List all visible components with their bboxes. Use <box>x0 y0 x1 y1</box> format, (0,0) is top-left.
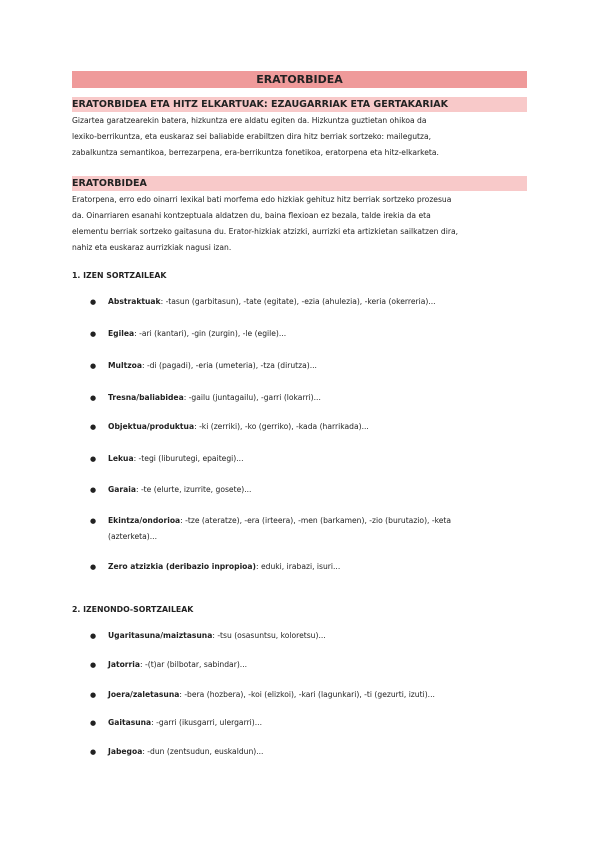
subheading-izenondo-sortzaileak: 2. IZENONDO-SORTZAILEAK <box>72 605 194 614</box>
list-item <box>90 744 510 760</box>
section-paragraph-eratorbidea <box>72 192 527 256</box>
paragraph-line: lexiko-berrikuntza, eta euskaraz sei baliabide erabiltzen dira hitz berriak sortzeko: mailegutza, <box>72 132 432 141</box>
item-text: : -ki (zerriki), -ko (gerriko), -kada (harrikada)... <box>194 422 369 431</box>
bullet-icon: ● <box>90 517 97 525</box>
item-label: Multzoa <box>108 361 142 370</box>
item-label: Ugaritasuna/maiztasuna <box>108 631 213 640</box>
list-item <box>90 390 510 406</box>
paragraph-line: zabalkuntza semantikoa, berrezarpena, era-berrikuntza fonetikoa, eratorpena eta hitz-elkarketa. <box>72 148 439 157</box>
item-text: : -gailu (juntagailu), -garri (lokarri)... <box>183 393 321 402</box>
bullet-icon: ● <box>90 298 97 306</box>
item-text: : -ari (kantari), -gin (zurgin), -le (egile)... <box>134 329 287 338</box>
bullet-icon: ● <box>90 661 97 669</box>
bullet-icon: ● <box>90 394 97 402</box>
item-text: : -tegi (liburutegi, epaitegi)... <box>133 454 244 463</box>
item-label: Egilea <box>108 329 135 338</box>
paragraph-line: nahiz eta euskaraz aurrizkiak nagusi izan. <box>72 243 232 252</box>
paragraph-line: elementu berriak sortzeko gaitasuna du. Erator-hizkiak atzizki, aurrizki eta artizkietan sailkatzen dira, <box>72 227 459 236</box>
item-label: Zero atzizkia (deribazio inpropioa) <box>108 562 256 571</box>
paragraph-line: Gizartea garatzearekin batera, hizkuntza ere aldatu egiten da. Hizkuntza guztietan ohikoa da <box>72 116 427 125</box>
list-item <box>90 687 510 703</box>
bullet-icon: ● <box>90 748 97 756</box>
item-text: : -tze (ateratze), -era (irteera), -men (barkamen), -zio (burutazio), -keta <box>180 516 452 525</box>
section-paragraph-elkartuak <box>72 113 527 161</box>
item-text: : -(t)ar (bilbotar, sabindar)... <box>140 660 248 669</box>
bullet-icon: ● <box>90 632 97 640</box>
paragraph-line: da. Oinarriaren esanahi kontzeptuala aldatzen du, baina flexioan ez bezala, talde irekia da eta <box>72 211 431 220</box>
bullet-icon: ● <box>90 691 97 699</box>
list-item <box>90 419 510 435</box>
list-item <box>90 326 510 342</box>
subheading-izen-sortzaileak: 1. IZEN SORTZAILEAK <box>72 271 167 280</box>
bullet-icon: ● <box>90 563 97 571</box>
section-heading-eratorbidea: ERATORBIDEA <box>72 176 527 191</box>
list-item <box>90 715 510 731</box>
item-text: : -di (pagadi), -eria (umeteria), -tza (dirutza)... <box>141 361 317 370</box>
item-text: : -bera (hozbera), -koi (elizkoi), -kari (lagunkari), -ti (gezurti, izuti)... <box>179 690 435 699</box>
bullet-icon: ● <box>90 455 97 463</box>
item-label: Objektua/produktua <box>108 422 195 431</box>
bullet-icon: ● <box>90 486 97 494</box>
paragraph-line: Eratorpena, erro edo oinarri lexikal bati morfema edo hizkiak gehituz hitz berriak sortzeko prozesua <box>72 195 452 204</box>
list-item <box>90 294 510 310</box>
bullet-icon: ● <box>90 719 97 727</box>
bullet-icon: ● <box>90 362 97 370</box>
list-item <box>90 513 510 545</box>
list-item <box>90 657 510 673</box>
item-label: Garaia <box>108 485 136 494</box>
item-label: Abstraktuak <box>108 297 161 306</box>
list-item <box>90 559 510 575</box>
item-label: Jabegoa <box>108 747 143 756</box>
item-label: Tresna/baliabidea <box>108 393 184 402</box>
bullet-icon: ● <box>90 330 97 338</box>
item-label: Ekintza/ondorioa <box>108 516 181 525</box>
item-label: Jatorria <box>108 660 141 669</box>
item-text: : -dun (zentsudun, euskaldun)... <box>142 747 264 756</box>
item-text: : -garri (ikusgarri, ulergarri)... <box>151 718 262 727</box>
list-item <box>90 451 510 467</box>
bullet-icon: ● <box>90 423 97 431</box>
section-heading-elkartuak: ERATORBIDEA ETA HITZ ELKARTUAK: EZAUGARRIAK ETA GERTAKARIAK <box>72 97 527 112</box>
item-label: Lekua <box>108 454 134 463</box>
item-text: : -tsu (osasuntsu, koloretsu)... <box>212 631 326 640</box>
list-item <box>90 358 510 374</box>
item-text-continued: (azterketa)... <box>108 532 158 541</box>
list-item <box>90 482 510 498</box>
document-title: ERATORBIDEA <box>72 71 527 88</box>
list-item <box>90 628 510 644</box>
item-text: : eduki, irabazi, isuri... <box>256 562 341 571</box>
item-label: Gaitasuna <box>108 718 152 727</box>
item-text: : -tasun (garbitasun), -tate (egitate), -ezia (ahulezia), -keria (okerreria)... <box>160 297 436 306</box>
item-label: Joera/zaletasuna <box>108 690 180 699</box>
item-text: : -te (elurte, izurrite, gosete)... <box>135 485 252 494</box>
